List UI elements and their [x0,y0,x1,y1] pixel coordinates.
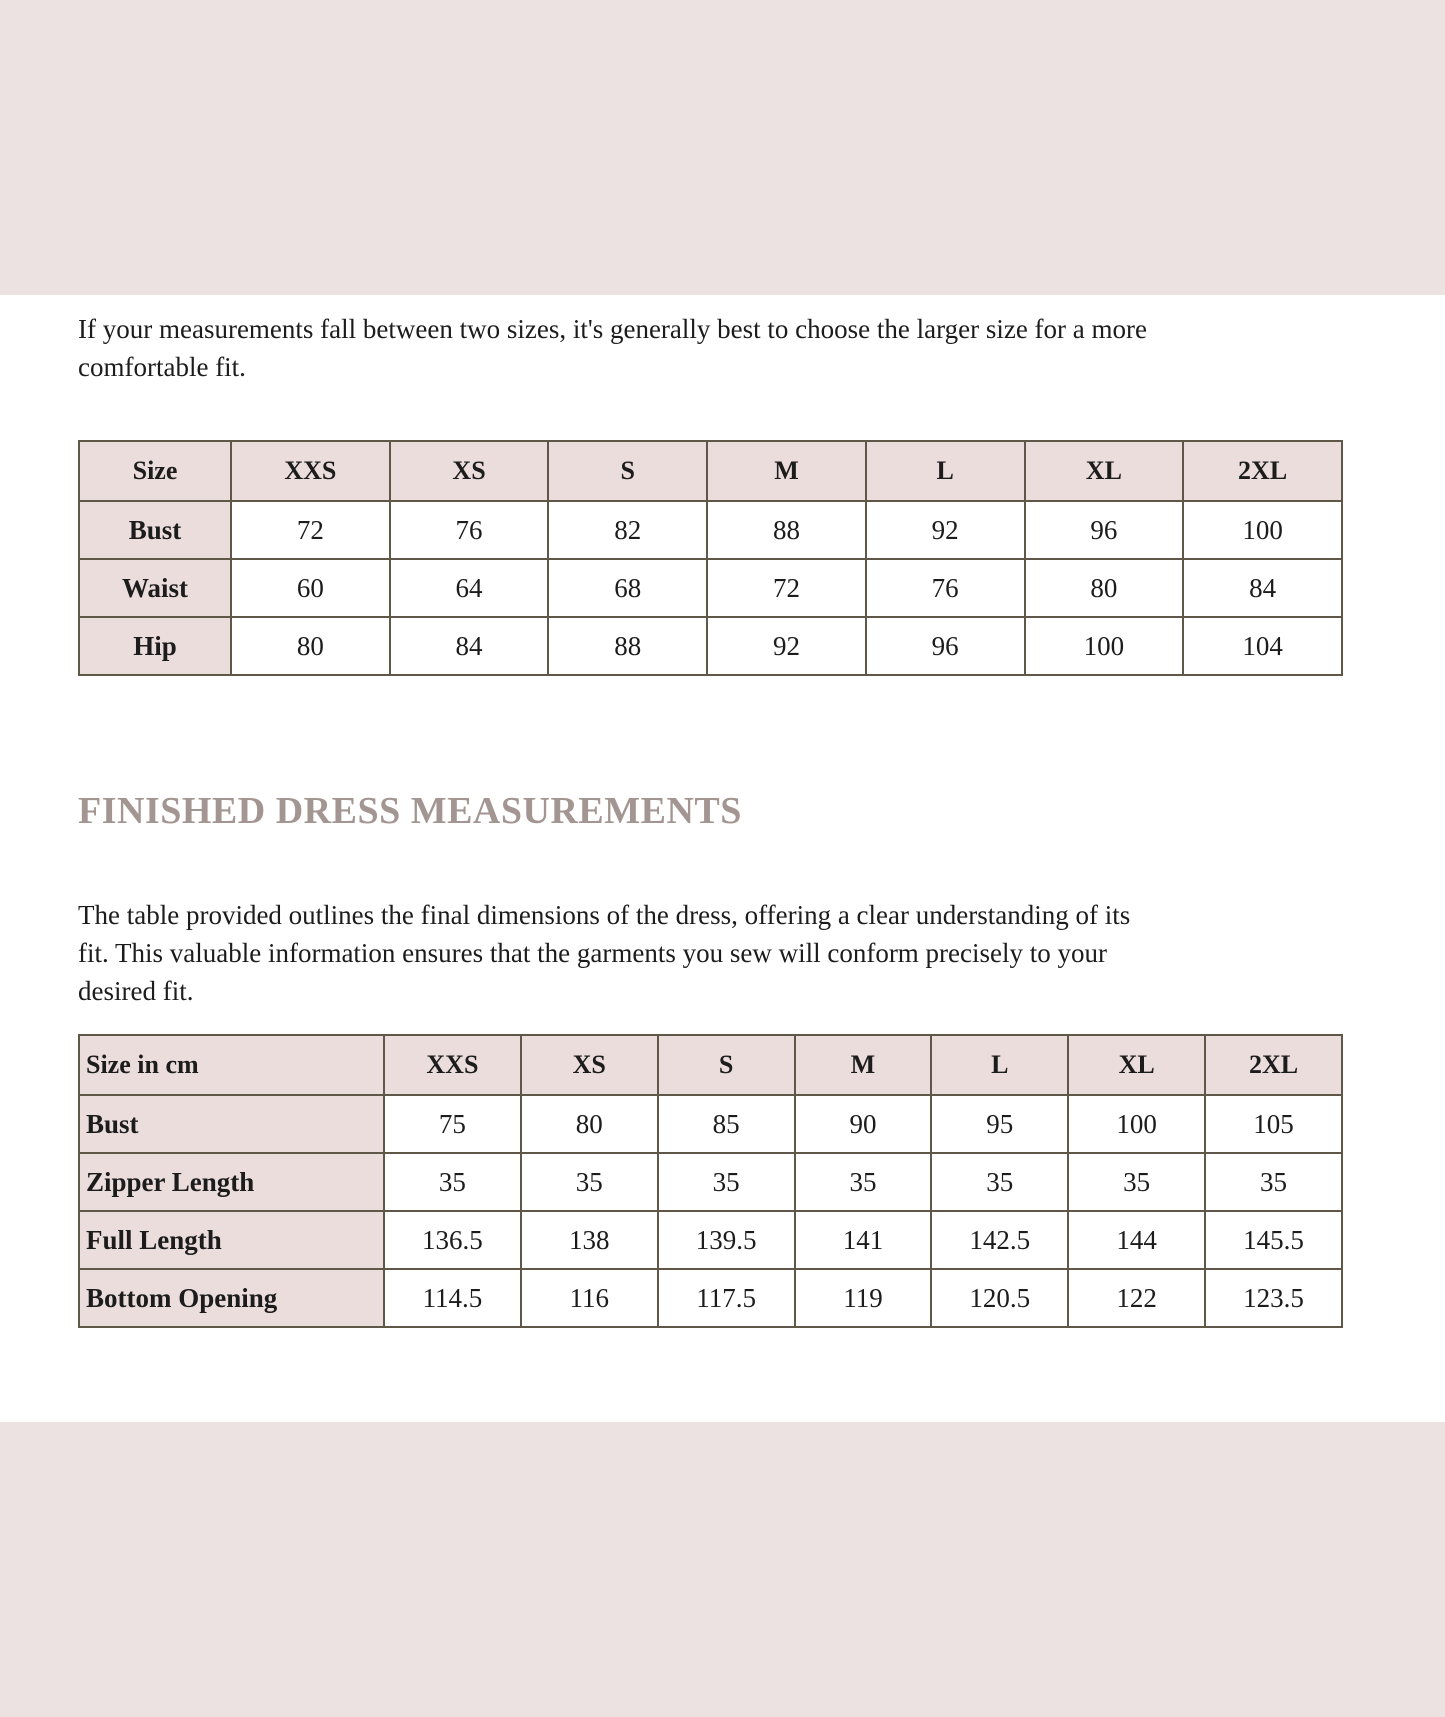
table-cell: 80 [521,1095,658,1153]
row-label: Full Length [79,1211,384,1269]
row-label: Hip [79,617,231,675]
column-header: M [795,1035,932,1095]
table-cell: 72 [231,501,390,559]
table-cell: 96 [1025,501,1184,559]
column-header: S [548,441,707,501]
column-header: L [931,1035,1068,1095]
row-label: Waist [79,559,231,617]
table-cell: 92 [707,617,866,675]
table-cell: 114.5 [384,1269,521,1327]
table-cell: 76 [866,559,1025,617]
table-cell: 95 [931,1095,1068,1153]
table-cell: 96 [866,617,1025,675]
column-header: XS [521,1035,658,1095]
table-cell: 139.5 [658,1211,795,1269]
table-cell: 82 [548,501,707,559]
table-cell: 123.5 [1205,1269,1342,1327]
table-cell: 100 [1068,1095,1205,1153]
column-header: XXS [384,1035,521,1095]
table-row [79,1095,1342,1153]
table-cell: 142.5 [931,1211,1068,1269]
column-header: 2XL [1183,441,1342,501]
bottom-page-band [0,1422,1445,1717]
table-cell: 136.5 [384,1211,521,1269]
column-header: XL [1025,441,1184,501]
table-cell: 75 [384,1095,521,1153]
table-cell: 92 [866,501,1025,559]
table-row [79,559,1342,617]
table-cell: 35 [384,1153,521,1211]
table-cell: 35 [1068,1153,1205,1211]
finished-paragraph-line: The table provided outlines the final dimensions of the dress, offering a clear understanding of its [78,900,1131,930]
table-cell: 88 [707,501,866,559]
table-cell: 35 [521,1153,658,1211]
table-cell: 80 [1025,559,1184,617]
row-label: Bust [79,501,231,559]
table-cell: 84 [1183,559,1342,617]
table-cell: 117.5 [658,1269,795,1327]
finished-paragraph-line: fit. This valuable information ensures that the garments you sew will conform precisely to your [78,938,1108,968]
table-cell: 141 [795,1211,932,1269]
table-cell: 120.5 [931,1269,1068,1327]
table-cell: 138 [521,1211,658,1269]
column-header: M [707,441,866,501]
row-label: Zipper Length [79,1153,384,1211]
intro-paragraph [78,310,1385,386]
column-header: S [658,1035,795,1095]
table-cell: 104 [1183,617,1342,675]
table-cell: 72 [707,559,866,617]
table-cell: 84 [390,617,549,675]
table-cell: 64 [390,559,549,617]
section-heading: FINISHED DRESS MEASUREMENTS [78,790,742,832]
column-header: XS [390,441,549,501]
page-content [0,310,1445,1328]
finished-dress-measurements-table [78,1034,1343,1328]
table-cell: 90 [795,1095,932,1153]
table-cell: 100 [1025,617,1184,675]
column-header: 2XL [1205,1035,1342,1095]
table-cell: 35 [931,1153,1068,1211]
table-cell: 116 [521,1269,658,1327]
column-header: XXS [231,441,390,501]
table-header-row [79,441,1342,501]
top-page-band [0,0,1445,295]
table-cell: 68 [548,559,707,617]
table-cell: 35 [1205,1153,1342,1211]
table-cell: 35 [658,1153,795,1211]
table-cell: 88 [548,617,707,675]
table-header-row [79,1035,1342,1095]
table-row [79,1269,1342,1327]
table-cell: 76 [390,501,549,559]
table-cell: 60 [231,559,390,617]
table-cell: 80 [231,617,390,675]
table-cell: 100 [1183,501,1342,559]
intro-paragraph-line: If your measurements fall between two sizes, it's generally best to choose the larger size for a more [78,314,1147,344]
row-label: Bust [79,1095,384,1153]
finished-paragraph [78,896,1385,1010]
finished-paragraph-line: desired fit. [78,976,194,1006]
intro-paragraph-line: comfortable fit. [78,352,246,382]
body-size-table [78,440,1343,676]
row-label: Bottom Opening [79,1269,384,1327]
table-cell: 35 [795,1153,932,1211]
table-cell: 105 [1205,1095,1342,1153]
table-row [79,1153,1342,1211]
table-row [79,1211,1342,1269]
table-cell: 85 [658,1095,795,1153]
table-cell: 119 [795,1269,932,1327]
table-cell: 122 [1068,1269,1205,1327]
column-header: L [866,441,1025,501]
column-header: XL [1068,1035,1205,1095]
column-header: Size [79,441,231,501]
table-row [79,617,1342,675]
table-row [79,501,1342,559]
table-cell: 145.5 [1205,1211,1342,1269]
column-header: Size in cm [79,1035,384,1095]
table-cell: 144 [1068,1211,1205,1269]
